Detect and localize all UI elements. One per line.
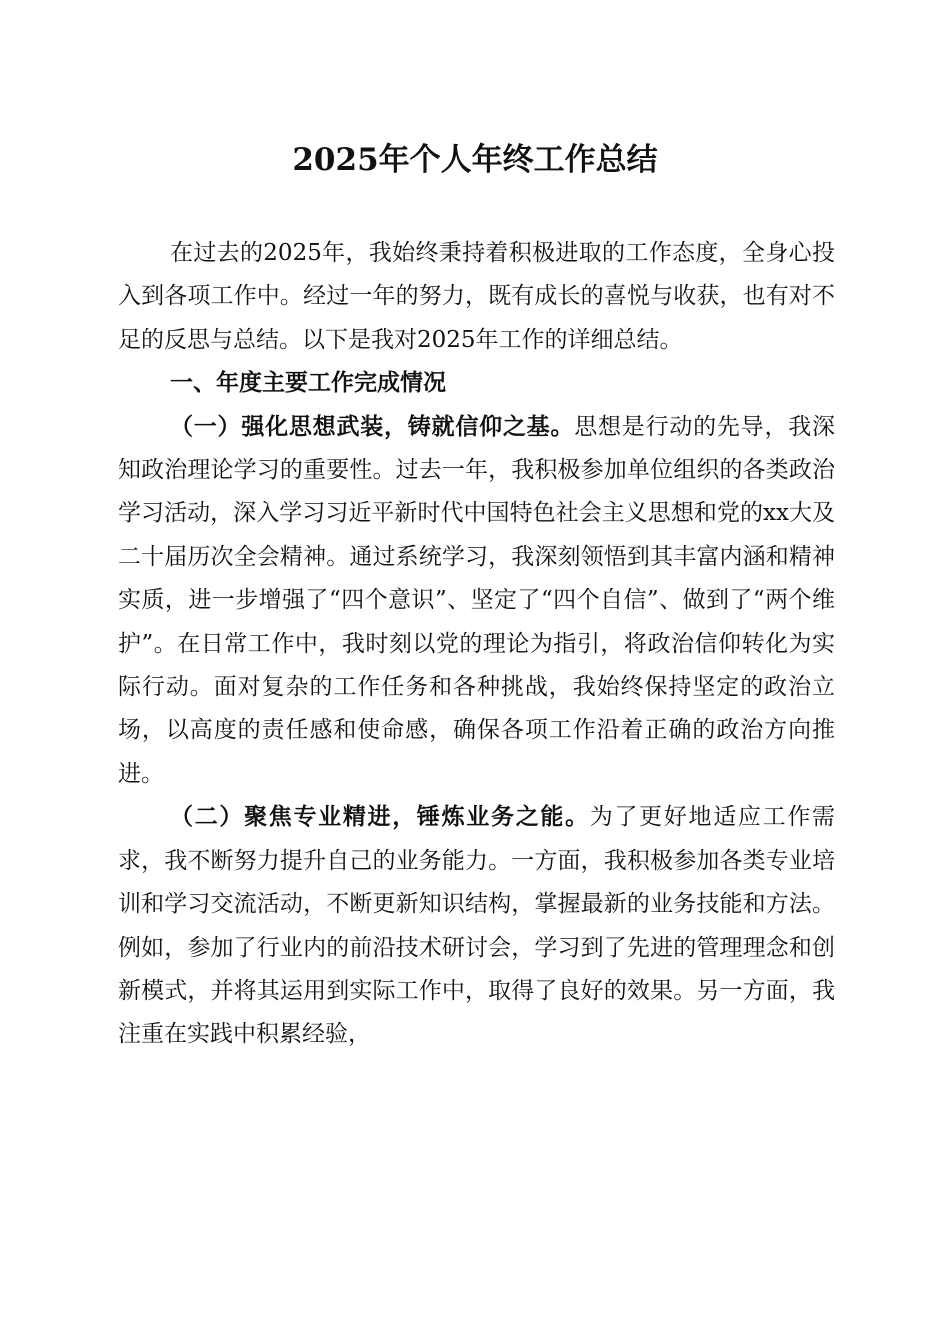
intro-paragraph: 在过去的2025年，我始终秉持着积极进取的工作态度，全身心投入到各项工作中。经过一年的努力，既有成长的喜悦与收获，也有对不足的反思与总结。以下是我对2025年工作的详细总结。	[118, 240, 835, 353]
document-body	[118, 232, 835, 1057]
subsection-2-text: 为了更好地适应工作需求，我不断努力提升自己的业务能力。一方面，我积极参加各类专业培训和学习交流活动，不断更新知识结构，掌握最新的业务技能和方法。例如，参加了行业内的前沿技术研讨会，学习到了先进的管理理念和创新模式，并将其运用到实际工作中，取得了良好的效果。另一方面，我注重在实践中积累经验，	[118, 804, 836, 1048]
subsection-2-lead: （二）聚焦专业精进，锤炼业务之能。	[170, 804, 590, 831]
section-heading: 一、年度主要工作完成情况	[170, 370, 446, 397]
subsection-1-text: 思想是行动的先导，我深知政治理论学习的重要性。过去一年，我积极参加单位组织的各类政治学习活动，深入学习习近平新时代中国特色社会主义思想和党的xx大及二十届历次全会精神。通过系统学习，我深刻领悟到其丰富内涵和精神实质，进一步增强了“四个意识”、坚定了“四个自信”、做到了“两个维护”。在日常工作中，我时刻以党的理论为指引，将政治信仰转化为实际行动。面对复杂的工作任务和各种挑战，我始终保持坚定的政治立场，以高度的责任感和使命感，确保各项工作沿着正确的政治方向推进。	[118, 413, 836, 787]
subsection-1-lead: （一）强化思想武装，铸就信仰之基。	[170, 413, 575, 440]
subsection-2-paragraph	[118, 796, 835, 1056]
document-title: 2025年个人年终工作总结	[292, 142, 658, 178]
subsection-1-paragraph	[118, 406, 835, 797]
